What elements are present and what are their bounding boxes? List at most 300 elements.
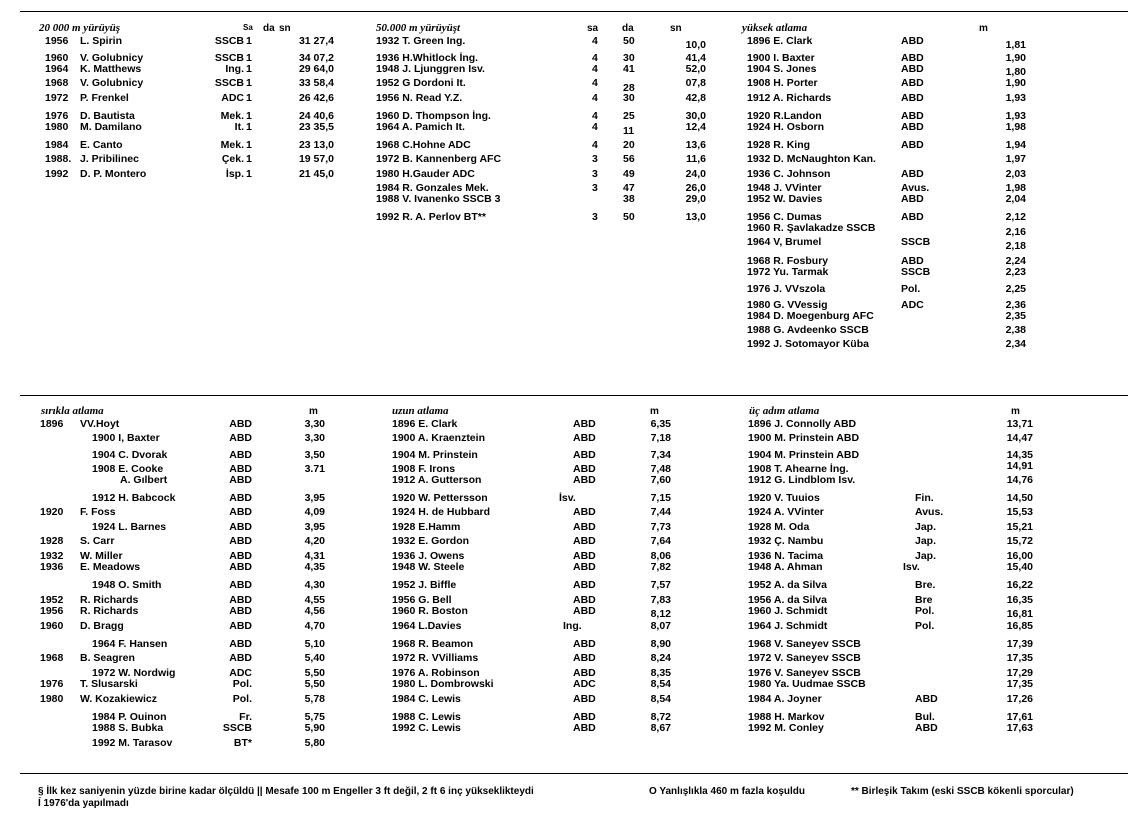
longjump-entry-cell: 1952 J. Biffle	[392, 579, 457, 591]
highjump-entry-cell: 1952 W. Davies	[747, 193, 823, 205]
longjump-nation-cell: ABD	[573, 667, 596, 679]
longjump-mark-cell: 8,72	[650, 711, 671, 723]
polevault-nation-cell: ABD	[229, 474, 252, 486]
longjump-mark-cell: 8,67	[650, 722, 671, 734]
walk20-h-cell: 1	[246, 92, 252, 104]
triple-jump-unit: m	[1011, 406, 1020, 417]
walk50-m-cell: 56	[623, 153, 635, 165]
highjump-mark-cell: 1,93	[1005, 110, 1026, 122]
triplejump-entry-cell: 1948 A. Ahman	[748, 561, 823, 573]
polevault-nation-cell: Pol.	[232, 678, 252, 690]
walk-50k-title: 50.000 m yürüyüşt	[376, 22, 461, 34]
polevault-mark-cell: 3,30	[304, 418, 325, 430]
walk50-entry-cell: 1956 N. Read Y.Z.	[376, 92, 463, 104]
walk20-year-cell: 1976	[45, 110, 69, 122]
highjump-mark-cell: 2,24	[1005, 255, 1026, 267]
polevault-name-cell: 1988 S. Bubka	[92, 722, 164, 734]
polevault-name-cell: 1900 I, Baxter	[92, 432, 160, 444]
polevault-mark-cell: 4,70	[304, 620, 325, 632]
polevault-year-cell: 1928	[40, 535, 64, 547]
polevault-name-cell: W. Kozakiewicz	[80, 693, 158, 705]
highjump-entry-cell: 1964 V, Brumel	[747, 236, 822, 248]
triplejump-nation-cell: ABD	[915, 722, 938, 734]
triplejump-mark-cell: 16,35	[1006, 594, 1033, 606]
polevault-mark-cell: 5,78	[304, 693, 325, 705]
footnote-distance: O Yanlışlıkla 460 m fazla koşuldu	[649, 786, 805, 797]
walk20-year-cell: 1964	[45, 63, 69, 75]
high-jump-title: yüksek atlama	[742, 22, 808, 34]
polevault-nation-cell: ABD	[229, 521, 252, 533]
long-jump-title: uzun atlama	[392, 405, 449, 417]
polevault-mark-cell: 5,40	[304, 652, 325, 664]
highjump-nation-cell: ABD	[901, 121, 924, 133]
walk20-name-cell: D. Bautista	[80, 110, 135, 122]
longjump-entry-cell: 1932 E. Gordon	[392, 535, 470, 547]
highjump-mark-cell: 2,12	[1005, 211, 1026, 223]
highjump-nation-cell: SSCB	[901, 266, 931, 278]
polevault-mark-cell: 4,55	[304, 594, 325, 606]
longjump-entry-cell: 1976 A. Robinson	[392, 667, 480, 679]
walk50-s-cell: 41,4	[685, 52, 706, 64]
walk20-h-cell: 1	[246, 153, 252, 165]
walk50-h-cell: 4	[592, 35, 598, 47]
polevault-mark-cell: 5,90	[304, 722, 325, 734]
longjump-mark-cell: 8,12	[650, 608, 671, 620]
longjump-nation-cell: ABD	[573, 722, 596, 734]
triplejump-nation-cell: Bul.	[915, 711, 935, 723]
longjump-entry-cell: 1948 W. Steele	[392, 561, 465, 573]
polevault-nation-cell: ABD	[229, 579, 252, 591]
walk50-h-cell: 4	[592, 110, 598, 122]
walk20-name-cell: J. Pribilinec	[80, 153, 139, 165]
walk50-entry-cell: 1948 J. Ljunggren Isv.	[376, 63, 485, 75]
triplejump-nation-cell: Fin.	[915, 492, 934, 504]
triplejump-mark-cell: 17,35	[1006, 652, 1033, 664]
polevault-nation-cell: ABD	[229, 463, 252, 475]
highjump-entry-cell: 1896 E. Clark	[747, 35, 813, 47]
walk20-year-cell: 1980	[45, 121, 69, 133]
longjump-mark-cell: 8,24	[650, 652, 671, 664]
highjump-mark-cell: 2,16	[1005, 226, 1026, 238]
highjump-entry-cell: 1984 D. Moegenburg AFC	[747, 310, 874, 322]
walk50-m-cell: 20	[623, 139, 635, 151]
walk-50k-col-seconds: sn	[670, 23, 682, 34]
walk20-name-cell: L. Spirin	[80, 35, 122, 47]
triplejump-mark-cell: 16,22	[1006, 579, 1033, 591]
polevault-year-cell: 1920	[40, 506, 64, 518]
top-rule	[20, 11, 1128, 12]
highjump-entry-cell: 1980 G. VVessig	[747, 299, 828, 311]
walk20-name-cell: V. Golubnicy	[80, 77, 144, 89]
polevault-mark-cell: 5,50	[304, 667, 325, 679]
walk-20k-col-hours: Sa	[243, 23, 253, 32]
longjump-entry-cell: 1992 C. Lewis	[392, 722, 461, 734]
highjump-entry-cell: 1908 H. Porter	[747, 77, 818, 89]
longjump-nation-cell: ABD	[573, 432, 596, 444]
walk20-nation-cell: ADC	[221, 92, 244, 104]
highjump-mark-cell: 2,23	[1005, 266, 1026, 278]
walk20-nation-cell: Mek.	[220, 139, 244, 151]
longjump-nation-cell: ABD	[573, 605, 596, 617]
triplejump-nation-cell: Bre.	[915, 579, 936, 591]
longjump-nation-cell: ABD	[573, 474, 596, 486]
polevault-name-cell: 1948 O. Smith	[92, 579, 162, 591]
polevault-year-cell: 1960	[40, 620, 64, 632]
walk50-entry-cell: 1960 D. Thompson İng.	[376, 110, 491, 122]
walk20-year-cell: 1960	[45, 52, 69, 64]
walk50-h-cell: 3	[592, 168, 598, 180]
walk50-m-cell: 30	[623, 92, 635, 104]
walk50-entry-cell: 1964 A. Pamich It.	[376, 121, 465, 133]
triplejump-entry-cell: 1960 J. Schmidt	[748, 605, 828, 617]
walk20-year-cell: 1988.	[45, 153, 72, 165]
walk20-time-cell: 29 64,0	[298, 63, 334, 75]
walk-50k-col-minutes: da	[622, 23, 634, 34]
polevault-name-cell: 1972 W. Nordwig	[92, 667, 176, 679]
polevault-year-cell: 1896	[40, 418, 64, 430]
polevault-year-cell: 1968	[40, 652, 64, 664]
triplejump-mark-cell: 15,40	[1006, 561, 1033, 573]
triplejump-entry-cell: 1904 M. Prinstein ABD	[748, 449, 860, 461]
walk50-s-cell: 13,0	[685, 211, 706, 223]
highjump-mark-cell: 2,03	[1005, 168, 1026, 180]
longjump-entry-cell: 1920 W. Pettersson	[392, 492, 488, 504]
footnote-unified-team: ** Birleşik Takım (eski SSCB kökenli sporcular)	[851, 786, 1074, 797]
walk50-s-cell: 42,8	[685, 92, 706, 104]
walk50-entry-cell: 1992 R. A. Perlov BT**	[376, 211, 486, 223]
walk20-h-cell: 1	[246, 63, 252, 75]
walk20-time-cell: 34 07,2	[298, 52, 334, 64]
longjump-nation-cell: ABD	[573, 418, 596, 430]
polevault-name-cell: VV.Hoyt	[80, 418, 120, 430]
longjump-mark-cell: 7,60	[650, 474, 671, 486]
highjump-mark-cell: 2,25	[1005, 283, 1026, 295]
highjump-entry-cell: 1988 G. Avdeenko SSCB	[747, 324, 869, 336]
walk20-nation-cell: SSCB	[214, 35, 244, 47]
walk50-m-cell: 47	[623, 182, 635, 194]
triplejump-nation-cell: Avus.	[915, 506, 944, 518]
longjump-entry-cell: 1968 R. Beamon	[392, 638, 474, 650]
polevault-year-cell: 1936	[40, 561, 64, 573]
longjump-mark-cell: 7,82	[650, 561, 671, 573]
polevault-mark-cell: 5,75	[304, 711, 325, 723]
walk20-year-cell: 1972	[45, 92, 69, 104]
walk20-year-cell: 1984	[45, 139, 69, 151]
triplejump-entry-cell: 1972 V. Saneyev SSCB	[748, 652, 861, 664]
walk20-year-cell: 1992	[45, 168, 69, 180]
longjump-nation-cell: Ing.	[563, 620, 582, 632]
polevault-mark-cell: 4,30	[304, 579, 325, 591]
footnote-measurement: § İlk kez saniyenin yüzde birine kadar ölçüldü || Mesafe 100 m Engeller 3 ft değil, 2 ft 6 inç yükseklikteydi	[38, 786, 534, 797]
polevault-nation-cell: BT*	[233, 737, 252, 749]
triplejump-mark-cell: 14,50	[1006, 492, 1033, 504]
polevault-name-cell: 1984 P. Ouinon	[92, 711, 167, 723]
longjump-mark-cell: 7,73	[650, 521, 671, 533]
highjump-nation-cell: ABD	[901, 63, 924, 75]
highjump-mark-cell: 1,94	[1005, 139, 1026, 151]
triplejump-entry-cell: 1964 J. Schmidt	[748, 620, 828, 632]
walk50-s-cell: 52,0	[685, 63, 706, 75]
triplejump-nation-cell: Pol.	[915, 620, 935, 632]
triplejump-entry-cell: 1952 A. da Silva	[748, 579, 827, 591]
highjump-nation-cell: ABD	[901, 139, 924, 151]
walk50-s-cell: 12,4	[685, 121, 706, 133]
walk50-s-cell: 10,0	[685, 39, 706, 51]
polevault-name-cell: R. Richards	[80, 605, 139, 617]
longjump-nation-cell: İsv.	[559, 492, 576, 504]
longjump-nation-cell: ABD	[573, 506, 596, 518]
polevault-nation-cell: ABD	[229, 432, 252, 444]
highjump-entry-cell: 1956 C. Dumas	[747, 211, 822, 223]
longjump-nation-cell: ABD	[573, 652, 596, 664]
polevault-mark-cell: 4,31	[304, 550, 325, 562]
walk20-h-cell: 1	[246, 110, 252, 122]
walk50-entry-cell: 1968 C.Hohne ADC	[376, 139, 471, 151]
longjump-nation-cell: ADC	[573, 678, 596, 690]
longjump-nation-cell: ABD	[573, 561, 596, 573]
walk50-m-cell: 38	[623, 193, 635, 205]
pole-vault-title: sırıkla atlama	[41, 405, 104, 417]
longjump-entry-cell: 1964 L.Davies	[392, 620, 462, 632]
highjump-entry-cell: 1968 R. Fosbury	[747, 255, 829, 267]
highjump-entry-cell: 1912 A. Richards	[747, 92, 832, 104]
walk20-nation-cell: Ing.	[225, 63, 244, 75]
longjump-mark-cell: 7,34	[650, 449, 671, 461]
walk20-name-cell: K. Matthews	[80, 63, 142, 75]
longjump-mark-cell: 6,35	[650, 418, 671, 430]
triplejump-entry-cell: 1928 M. Oda	[748, 521, 810, 533]
longjump-nation-cell: ABD	[573, 550, 596, 562]
polevault-name-cell: S. Carr	[80, 535, 115, 547]
walk-20k-col-seconds: sn	[279, 23, 291, 34]
triplejump-entry-cell: 1920 V. Tuuios	[748, 492, 820, 504]
polevault-name-cell: 1964 F. Hansen	[92, 638, 168, 650]
walk20-name-cell: P. Frenkel	[80, 92, 129, 104]
polevault-name-cell: 1924 L. Barnes	[92, 521, 167, 533]
highjump-nation-cell: ABD	[901, 35, 924, 47]
highjump-nation-cell: ADC	[901, 299, 924, 311]
walk20-time-cell: 21 45,0	[298, 168, 334, 180]
triplejump-nation-cell: Isv.	[903, 561, 920, 573]
walk20-h-cell: 1	[246, 139, 252, 151]
longjump-nation-cell: ABD	[573, 535, 596, 547]
walk50-m-cell: 11	[623, 125, 635, 137]
walk50-entry-cell: 1936 H.Whitlock İng.	[376, 52, 479, 64]
walk20-time-cell: 23 13,0	[298, 139, 334, 151]
triplejump-nation-cell: ABD	[915, 693, 938, 705]
walk20-h-cell: 1	[246, 121, 252, 133]
triplejump-nation-cell: Pol.	[915, 605, 935, 617]
longjump-nation-cell: ABD	[573, 579, 596, 591]
walk50-entry-cell: 1984 R. Gonzales Mek.	[376, 182, 489, 194]
walk50-m-cell: 50	[623, 211, 635, 223]
longjump-entry-cell: 1988 C. Lewis	[392, 711, 461, 723]
longjump-nation-cell: ABD	[573, 711, 596, 723]
walk20-name-cell: E. Canto	[80, 139, 123, 151]
highjump-nation-cell: ABD	[901, 211, 924, 223]
triplejump-mark-cell: 14,76	[1006, 474, 1033, 486]
highjump-nation-cell: ABD	[901, 168, 924, 180]
walk20-name-cell: V. Golubnicy	[80, 52, 144, 64]
polevault-mark-cell: 5,80	[304, 737, 325, 749]
triplejump-entry-cell: 1936 N. Tacima	[748, 550, 824, 562]
polevault-mark-cell: 3.71	[304, 463, 325, 475]
walk50-entry-cell: 1932 T. Green Ing.	[376, 35, 466, 47]
triplejump-nation-cell: Jap.	[915, 521, 937, 533]
highjump-mark-cell: 2,38	[1005, 324, 1026, 336]
highjump-entry-cell: 1976 J. VVszola	[747, 283, 826, 295]
polevault-year-cell: 1932	[40, 550, 64, 562]
walk20-nation-cell: SSCB	[214, 77, 244, 89]
highjump-entry-cell: 1904 S. Jones	[747, 63, 817, 75]
longjump-nation-cell: ABD	[573, 521, 596, 533]
walk50-h-cell: 4	[592, 77, 598, 89]
polevault-mark-cell: 3,95	[304, 521, 325, 533]
highjump-entry-cell: 1928 R. King	[747, 139, 811, 151]
polevault-nation-cell: SSCB	[222, 722, 252, 734]
longjump-entry-cell: 1908 F. Irons	[392, 463, 456, 475]
triplejump-mark-cell: 15,21	[1006, 521, 1033, 533]
triplejump-entry-cell: 1912 G. Lindblom Isv.	[748, 474, 856, 486]
longjump-mark-cell: 7,18	[650, 432, 671, 444]
polevault-year-cell: 1980	[40, 693, 64, 705]
walk20-time-cell: 26 42,6	[298, 92, 334, 104]
polevault-nation-cell: ADC	[229, 667, 252, 679]
triplejump-mark-cell: 17,29	[1006, 667, 1033, 679]
walk-20k-col-minutes: da	[263, 23, 275, 34]
long-jump-unit: m	[650, 406, 659, 417]
highjump-mark-cell: 1,98	[1005, 121, 1026, 133]
polevault-name-cell: 1992 M. Tarasov	[92, 737, 173, 749]
walk50-s-cell: 11,6	[686, 153, 706, 165]
highjump-nation-cell: SSCB	[901, 236, 931, 248]
walk50-entry-cell: 1972 B. Kannenberg AFC	[376, 153, 502, 165]
triplejump-entry-cell: 1896 J. Connolly ABD	[748, 418, 857, 430]
triplejump-mark-cell: 17,39	[1006, 638, 1033, 650]
highjump-mark-cell: 1,98	[1005, 182, 1026, 194]
walk50-s-cell: 29,0	[685, 193, 706, 205]
triplejump-mark-cell: 17,61	[1006, 711, 1033, 723]
polevault-name-cell: 1904 C. Dvorak	[92, 449, 168, 461]
walk20-h-cell: 1	[246, 52, 252, 64]
longjump-entry-cell: 1960 R. Boston	[392, 605, 468, 617]
polevault-name-cell: 1912 H. Babcock	[92, 492, 176, 504]
highjump-mark-cell: 2,04	[1005, 193, 1026, 205]
walk20-year-cell: 1956	[45, 35, 69, 47]
polevault-nation-cell: Fr.	[239, 711, 252, 723]
highjump-nation-cell: ABD	[901, 110, 924, 122]
longjump-nation-cell: ABD	[573, 693, 596, 705]
longjump-mark-cell: 8,90	[650, 638, 671, 650]
longjump-entry-cell: 1984 C. Lewis	[392, 693, 461, 705]
highjump-entry-cell: 1936 C. Johnson	[747, 168, 831, 180]
triplejump-mark-cell: 15,53	[1006, 506, 1033, 518]
polevault-mark-cell: 4,09	[304, 506, 325, 518]
triple-jump-title: üç adım atlama	[749, 405, 820, 417]
longjump-mark-cell: 7,44	[650, 506, 671, 518]
highjump-nation-cell: Pol.	[901, 283, 921, 295]
walk50-s-cell: 13,6	[685, 139, 706, 151]
walk20-nation-cell: It.	[234, 121, 244, 133]
highjump-mark-cell: 1,90	[1005, 52, 1026, 64]
walk20-nation-cell: SSCB	[214, 52, 244, 64]
walk20-h-cell: 1	[246, 168, 252, 180]
longjump-entry-cell: 1956 G. Bell	[392, 594, 452, 606]
highjump-mark-cell: 2,34	[1005, 338, 1026, 350]
polevault-nation-cell: ABD	[229, 652, 252, 664]
middle-rule	[20, 395, 1128, 396]
walk20-name-cell: D. P. Montero	[80, 168, 147, 180]
highjump-nation-cell: ABD	[901, 52, 924, 64]
triplejump-entry-cell: 1956 A. da Silva	[748, 594, 827, 606]
polevault-nation-cell: ABD	[229, 535, 252, 547]
walk50-h-cell: 4	[592, 121, 598, 133]
triplejump-mark-cell: 17,63	[1006, 722, 1033, 734]
polevault-nation-cell: ABD	[229, 620, 252, 632]
triplejump-entry-cell: 1988 H. Markov	[748, 711, 825, 723]
walk20-nation-cell: İsp.	[225, 168, 244, 180]
polevault-mark-cell: 4,20	[304, 535, 325, 547]
triplejump-entry-cell: 1980 Ya. Uudmae SSCB	[748, 678, 866, 690]
walk50-h-cell: 4	[592, 92, 598, 104]
walk50-entry-cell: 1988 V. Ivanenko SSCB 3	[376, 193, 501, 205]
polevault-nation-cell: ABD	[229, 418, 252, 430]
highjump-mark-cell: 1,93	[1005, 92, 1026, 104]
longjump-mark-cell: 8,07	[650, 620, 671, 632]
walk50-m-cell: 30	[623, 52, 635, 64]
polevault-name-cell: A. Gılbert	[120, 474, 168, 486]
walk50-entry-cell: 1952 G Dordoni It.	[376, 77, 466, 89]
triplejump-entry-cell: 1992 M. Conley	[748, 722, 824, 734]
highjump-mark-cell: 1,81	[1005, 39, 1026, 51]
highjump-nation-cell: Avus.	[901, 182, 930, 194]
longjump-mark-cell: 7,48	[650, 463, 671, 475]
polevault-name-cell: B. Seagren	[80, 652, 135, 664]
walk20-h-cell: 1	[246, 35, 252, 47]
polevault-mark-cell: 4,35	[304, 561, 325, 573]
walk50-h-cell: 3	[592, 211, 598, 223]
walk50-h-cell: 4	[592, 63, 598, 75]
walk20-time-cell: 19 57,0	[298, 153, 334, 165]
highjump-entry-cell: 1992 J. Sotomayor Küba	[747, 338, 869, 350]
longjump-entry-cell: 1972 R. VVilliams	[392, 652, 479, 664]
walk20-time-cell: 23 35,5	[298, 121, 334, 133]
polevault-mark-cell: 5,50	[304, 678, 325, 690]
triplejump-nation-cell: Bre	[915, 594, 933, 606]
highjump-mark-cell: 2,36	[1005, 299, 1026, 311]
polevault-name-cell: T. Slusarski	[80, 678, 138, 690]
polevault-mark-cell: 3,30	[304, 432, 325, 444]
highjump-entry-cell: 1972 Yu. Tarmak	[747, 266, 829, 278]
highjump-nation-cell: ABD	[901, 255, 924, 267]
walk20-year-cell: 1968	[45, 77, 69, 89]
triplejump-mark-cell: 16,81	[1006, 608, 1033, 620]
longjump-mark-cell: 8,35	[650, 667, 671, 679]
longjump-mark-cell: 7,15	[650, 492, 671, 504]
highjump-mark-cell: 2,18	[1005, 240, 1026, 252]
walk20-nation-cell: Mek.	[220, 110, 244, 122]
highjump-nation-cell: ABD	[901, 77, 924, 89]
longjump-mark-cell: 7,83	[650, 594, 671, 606]
walk20-time-cell: 33 58,4	[298, 77, 334, 89]
walk50-m-cell: 50	[623, 35, 635, 47]
triplejump-mark-cell: 14,91	[1006, 460, 1033, 472]
highjump-entry-cell: 1932 D. McNaughton Kan.	[747, 153, 876, 165]
polevault-nation-cell: ABD	[229, 561, 252, 573]
longjump-mark-cell: 7,64	[650, 535, 671, 547]
walk50-m-cell: 28	[623, 82, 635, 94]
walk20-time-cell: 24 40,6	[298, 110, 334, 122]
